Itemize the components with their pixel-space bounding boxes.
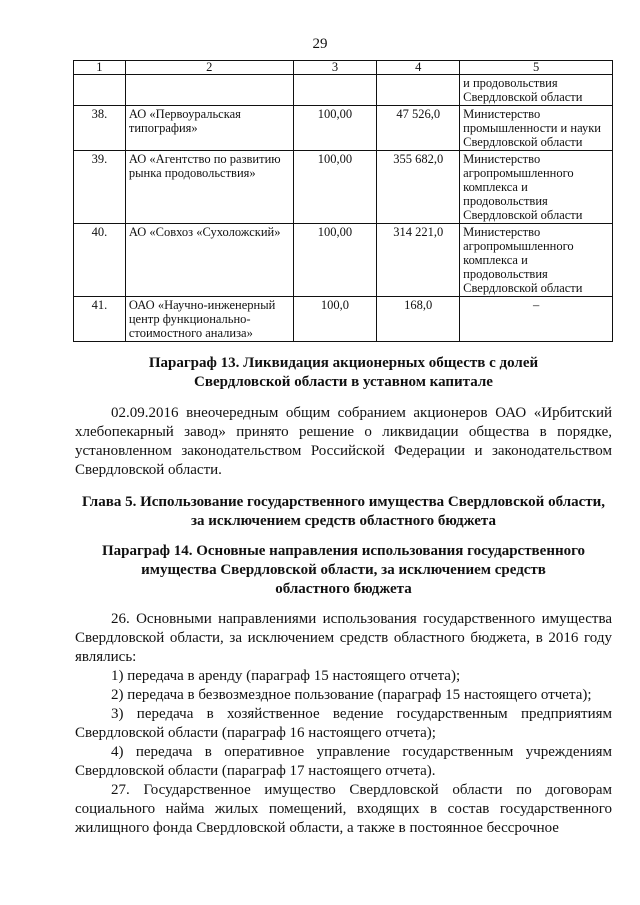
share-cell: 100,0 [293,297,377,342]
section-13-heading: Параграф 13. Ликвидация акционерных обществ с долей Свердловской области в уставном капитале [148,355,539,390]
row-number: 39. [74,151,126,224]
column-header: 5 [460,61,613,75]
table-row [74,297,613,342]
authority-cell: Министерство агропромышленного комплекса и продовольствия Свердловской области [460,151,613,224]
capital-cell: 47 526,0 [377,106,460,151]
table-row [74,151,613,224]
capital-cell: 314 221,0 [377,224,460,297]
row-number: 40. [74,224,126,297]
company-name: АО «Совхоз «Сухоложский» [125,224,293,297]
column-header: 2 [125,61,293,75]
registry-table [73,60,613,342]
company-name: АО «Первоуральская типография» [125,106,293,151]
list-item: 2) передача в безвозмездное пользование (параграф 15 настоящего отчета); [111,687,592,703]
column-header: 1 [74,61,126,75]
company-name: ОАО «Научно-инженерный центр функционально-стоимостного анализа» [125,297,293,342]
capital-cell: 355 682,0 [377,151,460,224]
authority-cell: Министерство промышленности и науки Свердловской области [460,106,613,151]
authority-cell: Министерство агропромышленного комплекса и продовольствия Свердловской области [460,224,613,297]
list-item: 3) передача в хозяйственное ведение государственным предприятиям Свердловской области (параграф 16 настоящего отчета); [75,706,612,741]
column-header: 3 [293,61,377,75]
column-header: 4 [377,61,460,75]
row-number: 41. [74,297,126,342]
paragraph-26: 26. Основными направлениями использования государственного имущества Свердловской области, за исключением средств областного бюджета, в 2016 году являлись: [75,611,612,665]
table-header-row [74,61,613,75]
table-row [74,224,613,297]
capital-cell: 168,0 [377,297,460,342]
section-13-body: 02.09.2016 внеочередным общим собранием акционеров ОАО «Ирбитский хлебопекарный завод» принято решение о ликвидации общества в порядке, установленном законодательством Российской Федерации и законодательством Свердловской области. [75,405,612,478]
table-continuation-row [74,75,613,106]
authority-cell: – [460,297,613,342]
list-item: 1) передача в аренду (параграф 15 настоящего отчета); [111,668,461,684]
share-cell: 100,00 [293,106,377,151]
company-name: АО «Агентство по развитию рынка продовольствия» [125,151,293,224]
page-number: 29 [312,36,328,52]
list-item: 4) передача в оперативное управление государственным учреждениям Свердловской области (параграф 17 настоящего отчета). [75,744,612,779]
share-cell: 100,00 [293,224,377,297]
share-cell: 100,00 [293,151,377,224]
row-number: 38. [74,106,126,151]
table-row [74,106,613,151]
section-14-heading: Параграф 14. Основные направления использования государственного имущества Свердловской области, за исключением средств областного бюджета [101,543,586,597]
paragraph-27: 27. Государственное имущество Свердловской области по договорам социального найма жилых помещений, входящих в состав государственного жилищного фонда Свердловской области, а также в постоянное бессрочное [75,782,612,836]
section-14-body [75,610,612,838]
authority-cell: и продовольствия Свердловской области [460,75,613,106]
chapter-5-heading: Глава 5. Использование государственного имущества Свердловской области, за исключением средств областного бюджета [81,494,606,529]
